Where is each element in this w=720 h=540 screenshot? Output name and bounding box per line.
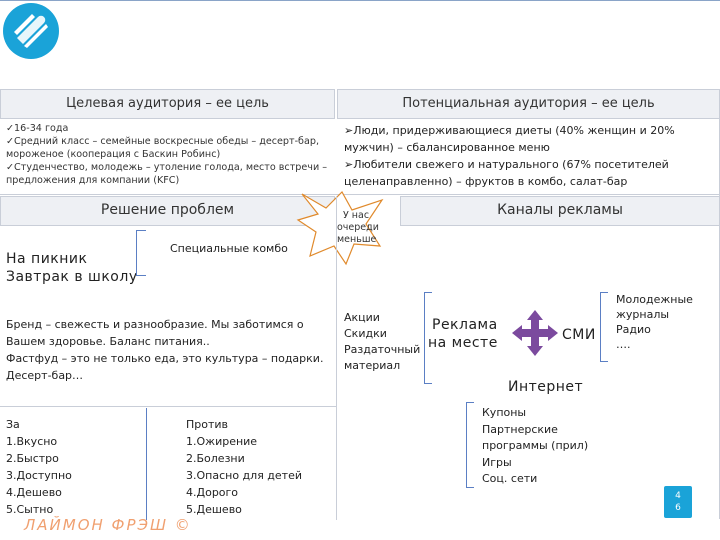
instore-line: Реклама xyxy=(432,317,498,333)
brand-footer: ЛАЙМОН ФРЭШ © xyxy=(24,516,192,534)
potential-audience-header: Потенциальная аудитория – ее цель xyxy=(402,96,655,111)
internet-label: Интернет xyxy=(508,379,584,395)
page-number-current: 4 xyxy=(675,491,681,501)
occasion-list xyxy=(6,250,138,286)
page-number-total: 6 xyxy=(675,503,681,513)
cons-item: 2.Болезни xyxy=(186,452,245,465)
star-line: У нас xyxy=(343,210,370,221)
promo-list xyxy=(344,310,420,374)
star-note xyxy=(337,210,387,246)
solutions-header: Решение проблем xyxy=(100,202,235,218)
star-line: меньше xyxy=(337,234,377,245)
target-line: предложения для компании (KFC) xyxy=(6,175,180,186)
promo-item: материал xyxy=(344,359,401,372)
potential-line: ➢Любители свежего и натурального (67% посетителей xyxy=(344,158,669,171)
four-way-arrow-icon xyxy=(510,308,560,358)
potential-line: ➢Люди, придерживающиеся диеты (40% женщин и 20% xyxy=(344,124,675,137)
row-divider xyxy=(0,406,336,407)
smi-label: СМИ xyxy=(562,327,596,343)
page-number xyxy=(664,486,692,518)
target-line: ✓Средний класс – семейные воскресные обеды – десерт-бар, xyxy=(6,136,319,147)
target-header-band xyxy=(0,89,335,119)
promo-item: Раздаточный xyxy=(344,343,421,356)
pros-title: За xyxy=(6,418,20,431)
potential-audience-list xyxy=(344,122,714,190)
target-audience-list xyxy=(6,122,336,187)
instore-ads xyxy=(428,316,498,352)
solutions-header-band xyxy=(0,196,335,226)
channels-header: Каналы рекламы xyxy=(497,202,623,218)
brand-line: Десерт-бар… xyxy=(6,369,84,382)
media-item: журналы xyxy=(616,308,670,321)
media-item: …. xyxy=(616,338,631,351)
column-divider xyxy=(336,196,337,520)
occasion-item: Завтрак в школу xyxy=(6,269,138,285)
cons-list xyxy=(186,416,302,518)
cons-title: Против xyxy=(186,418,229,431)
potential-header-band xyxy=(337,89,720,119)
solutions-bracket xyxy=(136,230,146,276)
potential-line: целенаправленно) – фруктов в комбо, салат-бар xyxy=(344,175,628,188)
target-line: мороженое (кооперация с Баскин Робинс) xyxy=(6,149,221,160)
internet-item: программы (прил) xyxy=(482,439,589,452)
cons-item: 5.Дешево xyxy=(186,503,242,516)
brand-line: Бренд – свежесть и разнообразие. Мы заботимся о xyxy=(6,318,304,331)
internet-list xyxy=(482,405,588,488)
star-line: очереди xyxy=(337,222,379,233)
pros-item: 1.Вкусно xyxy=(6,435,58,448)
promo-item: Акции xyxy=(344,311,380,324)
promo-item: Скидки xyxy=(344,327,387,340)
pros-item: 2.Быстро xyxy=(6,452,59,465)
pros-cons-divider xyxy=(146,408,147,520)
special-combo: Специальные комбо xyxy=(170,242,288,255)
media-item: Радио xyxy=(616,323,651,336)
pros-item: 5.Сытно xyxy=(6,503,54,516)
channels-header-band xyxy=(400,196,720,226)
brand-line: Фастфуд – это не только еда, это культура – подарки. xyxy=(6,352,324,365)
occasion-item: На пикник xyxy=(6,251,88,267)
internet-item: Соц. сети xyxy=(482,472,538,485)
brand-line: Вашем здоровье. Баланс питания.. xyxy=(6,335,210,348)
header-divider xyxy=(0,0,720,1)
pros-item: 4.Дешево xyxy=(6,486,62,499)
target-audience-header: Целевая аудитория – ее цель xyxy=(66,96,269,111)
potential-line: мужчин) – сбалансированное меню xyxy=(344,141,550,154)
target-line: ✓16-34 года xyxy=(6,123,69,134)
pros-list xyxy=(6,416,72,518)
burger-logo-icon xyxy=(2,2,60,60)
media-item: Молодежные xyxy=(616,293,693,306)
instore-line: на месте xyxy=(428,335,498,351)
media-list xyxy=(616,292,693,352)
pros-item: 3.Доступно xyxy=(6,469,72,482)
internet-item: Партнерские xyxy=(482,422,558,436)
internet-item: Игры xyxy=(482,455,512,469)
internet-item: Купоны xyxy=(482,406,527,419)
cons-item: 4.Дорого xyxy=(186,486,239,499)
internet-bracket xyxy=(466,402,474,488)
target-line: ✓Студенчество, молодежь – утоление голода, место встречи – xyxy=(6,162,328,173)
cons-item: 3.Опасно для детей xyxy=(186,469,302,482)
cons-item: 1.Ожирение xyxy=(186,435,258,448)
brand-statement xyxy=(6,316,336,384)
media-bracket xyxy=(600,292,608,362)
